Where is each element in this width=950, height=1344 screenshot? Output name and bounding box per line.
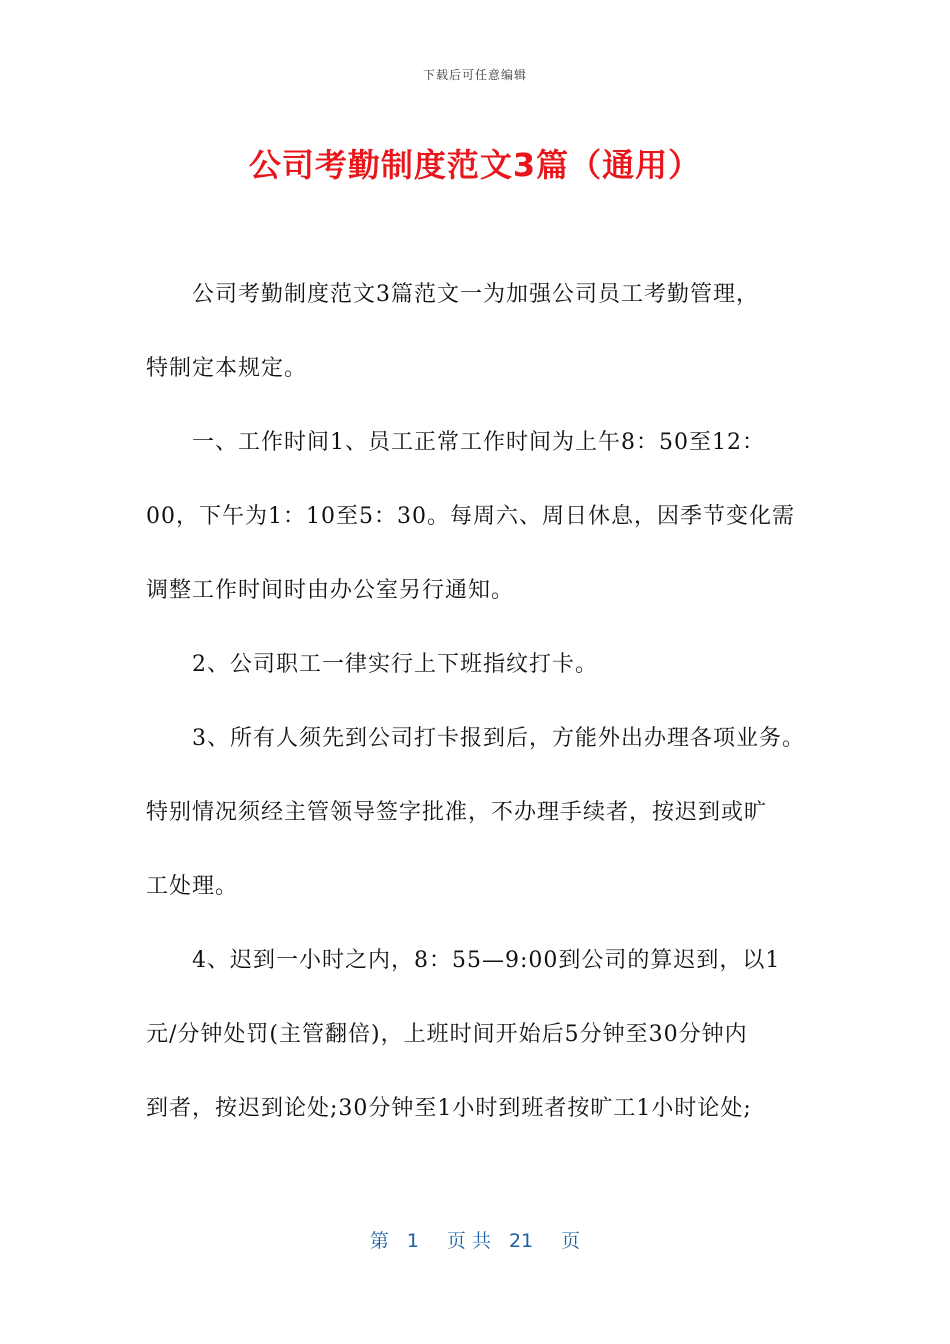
footer-current-page: 1 (406, 1230, 419, 1252)
document-title: 公司考勤制度范文3篇（通用） (248, 146, 702, 184)
body-line-6: 2、公司职工一律实行上下班指纹打卡。 (192, 652, 598, 677)
body-line-1: 公司考勤制度范文3篇范文一为加强公司员工考勤管理， (192, 282, 759, 307)
header-note: 下载后可任意编辑 (422, 68, 527, 82)
body-line-11: 元/分钟处罚(主管翻倍)，上班时间开始后5分钟至30分钟内 (146, 1022, 748, 1047)
footer-page-middle: 页 共 (446, 1230, 491, 1252)
body-line-5: 调整工作时间时由办公室另行通知。 (146, 578, 515, 603)
body-line-4: 00，下午为1：10至5：30。每周六、周日休息，因季节变化需 (146, 504, 795, 529)
page-footer (0, 1226, 950, 1253)
footer-page-prefix: 第 (369, 1230, 389, 1252)
body-line-3: 一、工作时间1、员工正常工作时间为上午8：50至12： (192, 430, 765, 455)
body-line-7: 3、所有人须先到公司打卡报到后，方能外出办理各项业务。 (192, 726, 805, 751)
footer-total-pages: 21 (508, 1230, 534, 1252)
body-line-9: 工处理。 (146, 874, 239, 899)
footer-page-suffix: 页 (561, 1230, 581, 1252)
body-line-2: 特制定本规定。 (146, 356, 308, 381)
body-line-12: 到者，按迟到论处;30分钟至1小时到班者按旷工1小时论处; (146, 1096, 752, 1121)
body-line-8: 特别情况须经主管领导签字批准，不办理手续者，按迟到或旷 (146, 800, 768, 825)
body-line-10: 4、迟到一小时之内，8：55—9:00到公司的算迟到，以1 (192, 948, 781, 973)
